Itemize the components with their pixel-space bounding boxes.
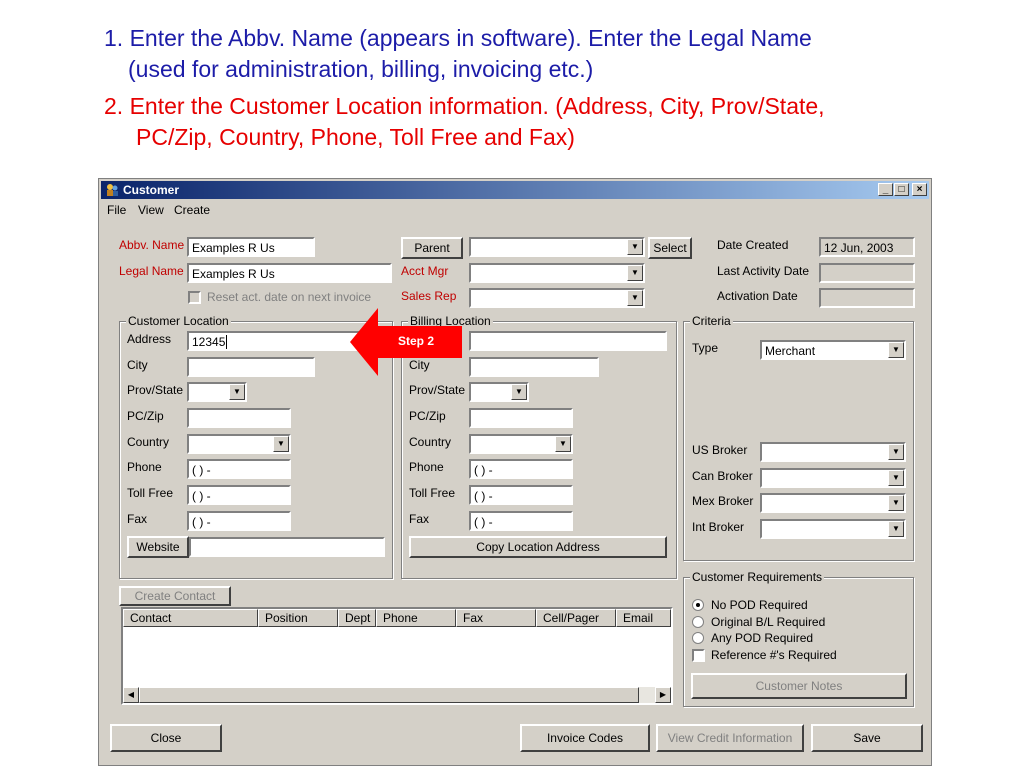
address-label: Address — [127, 332, 172, 346]
instruction-step-1: 1. Enter the Abbv. Name (appears in software). Enter the Legal Name — [104, 25, 812, 51]
horizontal-scrollbar[interactable] — [123, 687, 671, 703]
column-fax[interactable]: Fax — [456, 609, 536, 627]
billing-phone-input[interactable]: ( ) - — [469, 459, 573, 479]
parent-combo[interactable] — [469, 237, 645, 257]
billing-address-input[interactable] — [469, 331, 667, 351]
country-combo[interactable] — [187, 434, 291, 454]
customer-app-icon — [105, 183, 119, 197]
column-contact[interactable]: Contact — [123, 609, 258, 627]
close-button[interactable]: Close — [110, 724, 222, 752]
chevron-down-icon[interactable]: ▼ — [627, 239, 643, 255]
address-input[interactable]: 12345 — [187, 331, 367, 351]
customer-window — [98, 178, 932, 766]
scroll-thumb[interactable] — [139, 687, 639, 703]
title-bar — [101, 181, 929, 199]
phone-input[interactable]: ( ) - — [187, 459, 291, 479]
reset-activity-label: Reset act. date on next invoice — [207, 290, 372, 304]
chevron-down-icon[interactable]: ▼ — [888, 495, 904, 511]
column-dept[interactable]: Dept — [338, 609, 376, 627]
reference-label: Reference #'s Required — [711, 648, 837, 662]
prov-state-combo[interactable] — [187, 382, 247, 402]
acct-mgr-combo[interactable] — [469, 263, 645, 283]
copy-location-button[interactable]: Copy Location Address — [409, 536, 667, 558]
any-pod-label: Any POD Required — [711, 631, 814, 645]
pc-zip-label: PC/Zip — [127, 409, 164, 423]
criteria-title: Criteria — [692, 314, 731, 328]
select-button[interactable]: Select — [648, 237, 692, 259]
chevron-down-icon[interactable]: ▼ — [229, 384, 245, 400]
window-title: Customer — [123, 183, 180, 197]
original-bl-radio[interactable] — [692, 616, 704, 628]
create-contact-button[interactable]: Create Contact — [119, 586, 231, 606]
scroll-right-icon[interactable]: ▶ — [655, 687, 671, 703]
customer-notes-button[interactable]: Customer Notes — [691, 673, 907, 699]
can-broker-combo[interactable] — [760, 468, 906, 488]
view-credit-button[interactable]: View Credit Information — [656, 724, 804, 752]
sales-rep-label: Sales Rep — [401, 289, 457, 303]
chevron-down-icon[interactable]: ▼ — [511, 384, 527, 400]
scroll-left-icon[interactable]: ◀ — [123, 687, 139, 703]
acct-mgr-label: Acct Mgr — [401, 264, 449, 278]
city-label: City — [127, 358, 148, 372]
maximize-button[interactable]: □ — [894, 183, 909, 196]
parent-button[interactable]: Parent — [401, 237, 463, 259]
menu-bar — [101, 201, 929, 219]
int-broker-combo[interactable] — [760, 519, 906, 539]
chevron-down-icon[interactable]: ▼ — [273, 436, 289, 452]
abbv-name-input[interactable]: Examples R Us — [187, 237, 315, 257]
can-broker-label: Can Broker — [692, 469, 753, 483]
website-input[interactable] — [189, 537, 385, 557]
billing-country-label: Country — [409, 435, 452, 449]
billing-fax-input[interactable]: ( ) - — [469, 511, 573, 531]
original-bl-label: Original B/L Required — [711, 615, 826, 629]
sales-rep-combo[interactable] — [469, 288, 645, 308]
step-2-callout-label: Step 2 — [398, 334, 435, 348]
type-combo[interactable]: Merchant ▼ — [760, 340, 906, 360]
chevron-down-icon[interactable]: ▼ — [888, 342, 904, 358]
city-input[interactable] — [187, 357, 315, 377]
abbv-name-label: Abbv. Name — [119, 238, 185, 252]
billing-fax-label: Fax — [409, 512, 430, 526]
close-window-button[interactable]: × — [912, 183, 927, 196]
activation-date-value — [819, 288, 915, 308]
mex-broker-label: Mex Broker — [692, 494, 754, 508]
billing-prov-label: Prov/State — [409, 383, 466, 397]
legal-name-label: Legal Name — [119, 264, 184, 278]
menu-create[interactable]: Create — [174, 203, 211, 217]
pc-zip-input[interactable] — [187, 408, 291, 428]
us-broker-combo[interactable] — [760, 442, 906, 462]
date-created-value: 12 Jun, 2003 — [819, 237, 915, 257]
reset-activity-checkbox[interactable] — [188, 291, 201, 304]
instruction-step-2: 2. Enter the Customer Location information. (Address, City, Prov/State, — [104, 93, 825, 119]
column-email[interactable]: Email — [616, 609, 671, 627]
column-cell-pager[interactable]: Cell/Pager — [536, 609, 616, 627]
toll-free-input[interactable]: ( ) - — [187, 485, 291, 505]
billing-location-title: Billing Location — [410, 314, 491, 328]
billing-phone-label: Phone — [409, 460, 444, 474]
contacts-table[interactable] — [121, 607, 673, 705]
int-broker-label: Int Broker — [692, 520, 745, 534]
billing-prov-combo[interactable] — [469, 382, 529, 402]
customer-requirements-title: Customer Requirements — [692, 570, 823, 584]
date-created-label: Date Created — [717, 238, 789, 252]
prov-state-label: Prov/State — [127, 383, 184, 397]
reference-checkbox[interactable] — [692, 649, 705, 662]
chevron-down-icon[interactable]: ▼ — [888, 470, 904, 486]
fax-input[interactable]: ( ) - — [187, 511, 291, 531]
billing-pc-input[interactable] — [469, 408, 573, 428]
no-pod-label: No POD Required — [711, 598, 808, 612]
save-button[interactable]: Save — [811, 724, 923, 752]
fax-label: Fax — [127, 512, 148, 526]
toll-free-label: Toll Free — [127, 486, 174, 500]
type-label: Type — [692, 341, 719, 355]
chevron-down-icon[interactable]: ▼ — [627, 265, 643, 281]
instruction-step-1-cont: (used for administration, billing, invoicing etc.) — [128, 56, 594, 82]
billing-toll-input[interactable]: ( ) - — [469, 485, 573, 505]
activation-date-label: Activation Date — [717, 289, 798, 303]
chevron-down-icon[interactable]: ▼ — [555, 436, 571, 452]
website-button[interactable]: Website — [127, 536, 189, 558]
legal-name-input[interactable]: Examples R Us — [187, 263, 392, 283]
country-label: Country — [127, 435, 170, 449]
customer-location-title: Customer Location — [128, 314, 229, 328]
invoice-codes-button[interactable]: Invoice Codes — [520, 724, 650, 752]
column-position[interactable]: Position — [258, 609, 338, 627]
us-broker-label: US Broker — [692, 443, 748, 457]
chevron-down-icon[interactable]: ▼ — [888, 444, 904, 460]
chevron-down-icon[interactable]: ▼ — [627, 290, 643, 306]
billing-city-label: City — [409, 358, 430, 372]
billing-city-input[interactable] — [469, 357, 599, 377]
last-activity-label: Last Activity Date — [717, 264, 810, 278]
column-phone[interactable]: Phone — [376, 609, 456, 627]
billing-toll-label: Toll Free — [409, 486, 456, 500]
minimize-button[interactable]: _ — [878, 183, 893, 196]
mex-broker-combo[interactable] — [760, 493, 906, 513]
no-pod-radio[interactable] — [692, 599, 704, 611]
menu-view[interactable]: View — [138, 203, 164, 217]
any-pod-radio[interactable] — [692, 632, 704, 644]
phone-label: Phone — [127, 460, 162, 474]
chevron-down-icon[interactable]: ▼ — [888, 521, 904, 537]
instruction-step-2-cont: PC/Zip, Country, Phone, Toll Free and Fax) — [136, 124, 575, 150]
billing-country-combo[interactable] — [469, 434, 573, 454]
billing-pc-label: PC/Zip — [409, 409, 446, 423]
menu-file[interactable]: File — [107, 203, 127, 217]
last-activity-value — [819, 263, 915, 283]
